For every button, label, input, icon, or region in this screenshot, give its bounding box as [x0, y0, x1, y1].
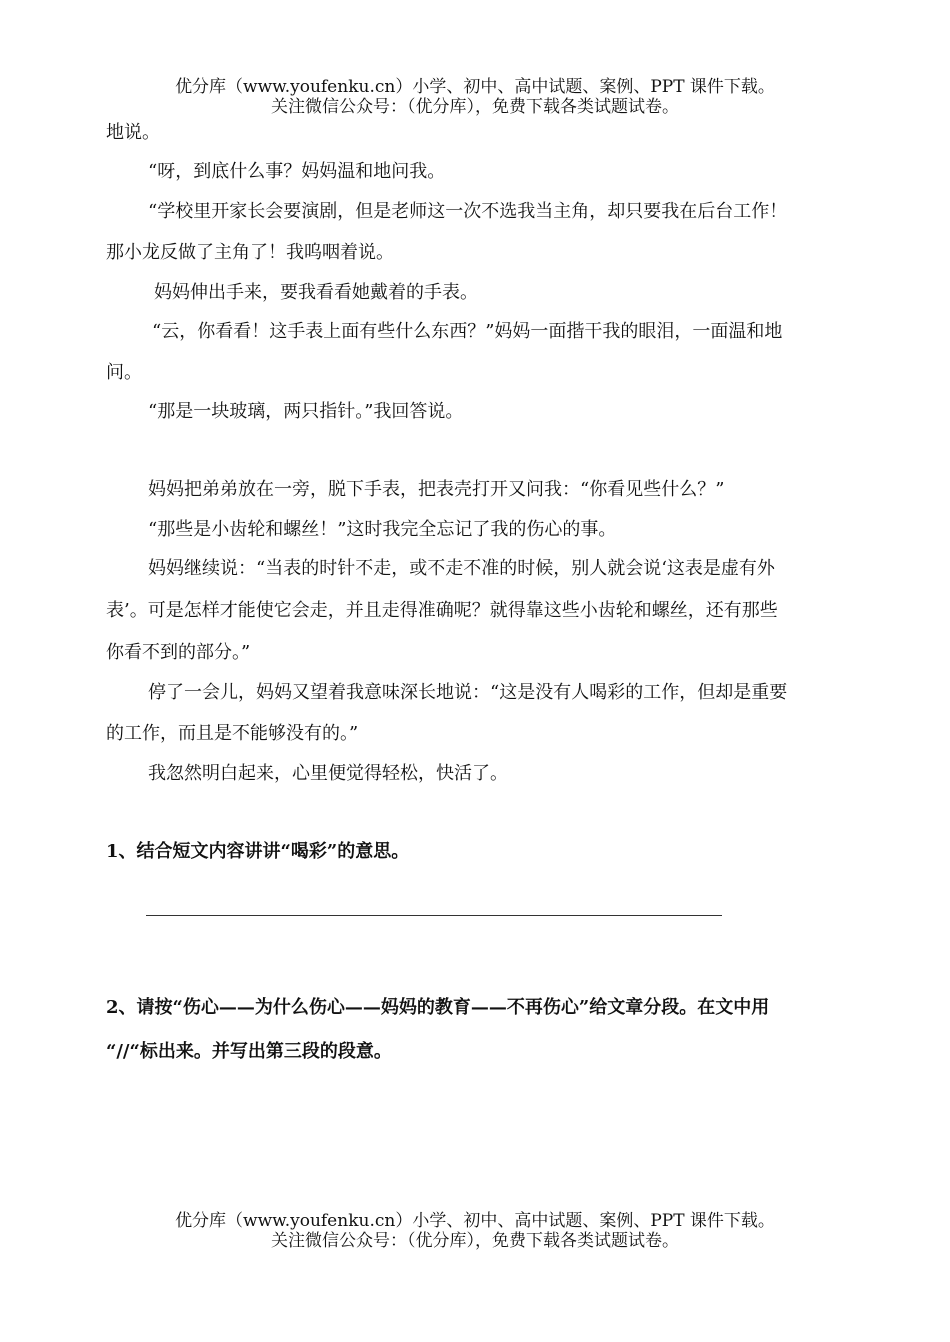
passage-line: 表’。可是怎样才能使它会走，并且走得准确呢？就得靠这些小齿轮和螺丝，还有那些	[106, 600, 778, 621]
passage-line: 妈妈把弟弟放在一旁，脱下手表，把表壳打开又问我：“你看见些什么？”	[148, 479, 725, 500]
answer-blank-line[interactable]	[146, 915, 722, 916]
passage-line: “那些是小齿轮和螺丝！”这时我完全忘记了我的伤心的事。	[148, 519, 617, 540]
header-line-1: 优分库（www.youfenku.cn）小学、初中、高中试题、案例、PPT 课件下载。	[175, 77, 775, 97]
page-header	[0, 77, 950, 117]
passage-line: 妈妈伸出手来，要我看看她戴着的手表。	[154, 282, 478, 303]
passage-line: 地说。	[106, 122, 160, 143]
question-2-line-2: “//“标出来。并写出第三段的段意。	[106, 1041, 392, 1062]
passage-line: “云，你看看！这手表上面有些什么东西？”妈妈一面揩干我的眼泪，一面温和地	[152, 321, 783, 342]
passage-line: 问。	[106, 362, 142, 383]
header-line-2: 关注微信公众号：（优分库），免费下载各类试题试卷。	[271, 97, 679, 117]
footer-line-2: 关注微信公众号：（优分库），免费下载各类试题试卷。	[271, 1231, 679, 1251]
page-footer	[0, 1211, 950, 1251]
passage-line: “呀，到底什么事？妈妈温和地问我。	[148, 161, 446, 182]
passage-line: “学校里开家长会要演剧，但是老师这一次不选我当主角，却只要我在后台工作！	[148, 201, 788, 222]
footer-line-1: 优分库（www.youfenku.cn）小学、初中、高中试题、案例、PPT 课件下载。	[175, 1211, 775, 1231]
question-2-line-1: 2、请按“伤心——为什么伤心——妈妈的教育——不再伤心”给文章分段。在文中用	[106, 997, 770, 1018]
passage-line: 停了一会儿，妈妈又望着我意味深长地说：“这是没有人喝彩的工作，但却是重要	[148, 682, 788, 703]
passage-line: 我忽然明白起来，心里便觉得轻松，快活了。	[148, 763, 508, 784]
question-1: 1、结合短文内容讲讲“喝彩”的意思。	[106, 841, 410, 862]
passage-line: 你看不到的部分。”	[106, 642, 251, 663]
passage-line: 那小龙反做了主角了！我呜咽着说。	[106, 242, 394, 263]
passage-line: “那是一块玻璃，两只指针。”我回答说。	[148, 401, 464, 422]
passage-line: 妈妈继续说：“当表的时针不走，或不走不准的时候，别人就会说‘这表是虚有外	[148, 558, 775, 579]
passage-line: 的工作，而且是不能够没有的。”	[106, 723, 359, 744]
